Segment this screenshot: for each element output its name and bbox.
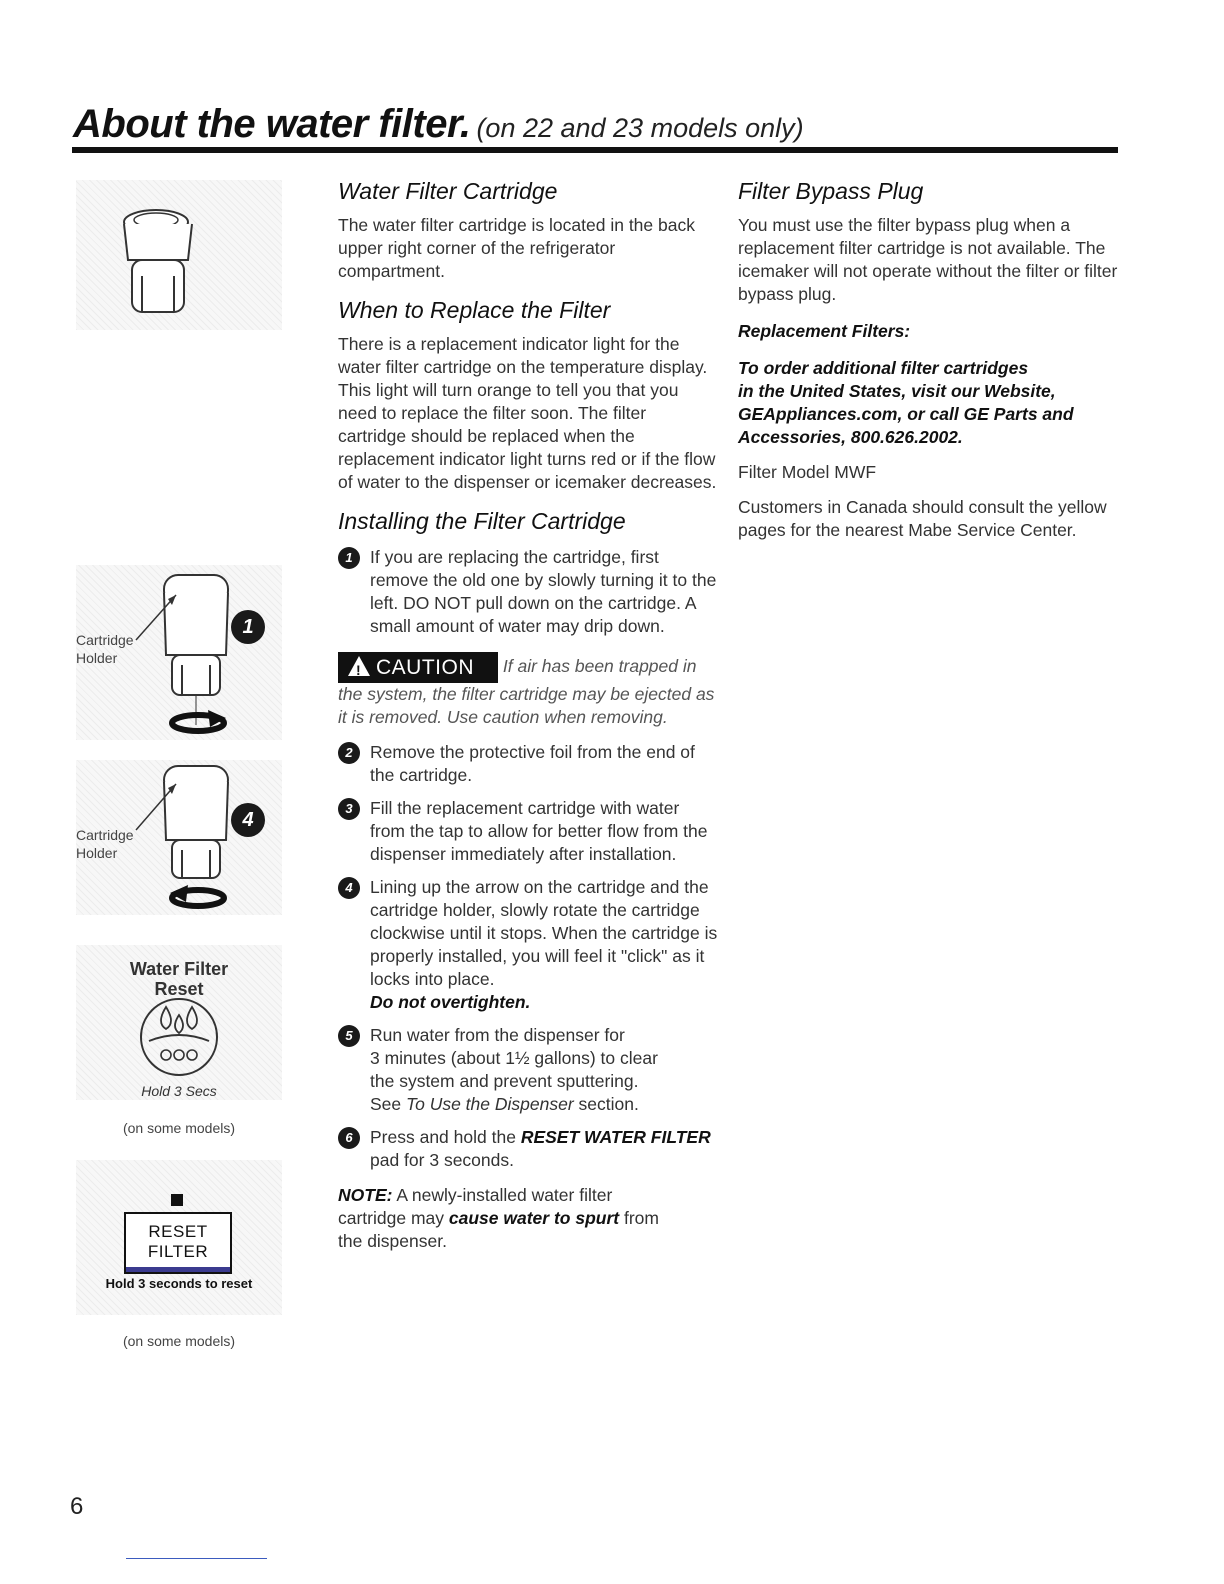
replacement-filters-label: Replacement Filters: xyxy=(738,321,911,341)
cartridge-illustration xyxy=(76,180,282,330)
section-heading: Water Filter Cartridge xyxy=(338,178,558,204)
page-number: 6 xyxy=(70,1493,84,1520)
step-number-badge: 1 xyxy=(231,610,265,644)
step-number-icon: 2 xyxy=(338,742,360,764)
step-number-icon: 3 xyxy=(338,798,360,820)
step-text-line3: the system and prevent sputtering. xyxy=(370,1071,639,1091)
install-step xyxy=(338,876,718,1014)
step4-illustration xyxy=(76,760,282,915)
install-note xyxy=(338,1184,678,1253)
see-reference: To Use the Dispenser xyxy=(406,1094,574,1114)
reset-filter-panel xyxy=(76,1160,282,1315)
hold-label: Hold 3 seconds to reset xyxy=(105,1276,253,1291)
note-emphasis: cause water to spurt xyxy=(448,1208,620,1228)
see-end: section. xyxy=(578,1094,639,1114)
panel-caption: (on some models) xyxy=(122,1333,236,1349)
order-line2: in the United States, visit our Website, xyxy=(738,381,1056,401)
caution-label: CAUTION xyxy=(376,656,474,679)
step-number-badge: 4 xyxy=(231,803,265,837)
bypass-body: You must use the filter bypass plug when a replacement filter cartridge is not available. The icemaker will not operate without the filter or filter bypass plug. xyxy=(738,215,1118,304)
label-line1: Cartridge xyxy=(76,632,134,648)
filter-cartridge-icon xyxy=(76,180,282,330)
step-text-post: pad for 3 seconds. xyxy=(370,1150,514,1170)
reset-filter-button[interactable] xyxy=(124,1212,232,1274)
note-text-pre: A newly-installed water filter cartridge may xyxy=(338,1185,613,1228)
section-heading: Filter Bypass Plug xyxy=(738,178,924,204)
order-info xyxy=(738,357,1118,449)
hold-label: Hold 3 Secs xyxy=(141,1083,217,1099)
step-text-line2: 3 minutes (about 1½ gallons) to clear xyxy=(370,1048,658,1068)
note-text-post: from the dispenser. xyxy=(338,1208,659,1251)
label-line1: Cartridge xyxy=(76,827,134,843)
step-text: If you are replacing the cartridge, first remove the old one by slowly turning it to the left. DO NOT pull down on the cartridge. A small amount of water may drip down. xyxy=(370,547,717,636)
section-heading: Installing the Filter Cartridge xyxy=(338,508,626,534)
install-step xyxy=(338,1126,718,1172)
step-text-pre: Press and hold the xyxy=(370,1127,516,1147)
order-line3: GEAppliances.com, or call GE Parts and xyxy=(738,404,1074,424)
title-main: About the water filter. xyxy=(73,102,471,146)
cartridge-body: The water filter cartridge is located in the back upper right corner of the refrigerator compartment. xyxy=(338,215,695,281)
step-text: Fill the replacement cartridge with water from the tap to allow for better flow from the dispenser immediately after installation. xyxy=(370,798,708,864)
step1-illustration xyxy=(76,565,282,740)
reset-title-line2: Reset xyxy=(154,979,204,999)
install-step xyxy=(338,741,718,787)
title-subtitle: (on 22 and 23 models only) xyxy=(476,113,804,143)
water-filter-reset-panel xyxy=(76,945,282,1100)
step-number-icon: 5 xyxy=(338,1025,360,1047)
note-label: NOTE: xyxy=(338,1185,393,1205)
footer-rule xyxy=(126,1558,267,1559)
caution-block xyxy=(338,652,718,729)
step-number-icon: 6 xyxy=(338,1127,360,1149)
page-title xyxy=(73,102,804,147)
install-step xyxy=(338,797,718,866)
panel-caption: (on some models) xyxy=(122,1120,236,1136)
warning-icon xyxy=(348,656,370,676)
reset-title-line1: Water Filter xyxy=(129,959,229,979)
caution-badge xyxy=(338,652,498,683)
step-text: Remove the protective foil from the end of the cartridge. xyxy=(370,742,695,785)
label-line2: Holder xyxy=(76,845,118,861)
title-rule xyxy=(72,147,1118,153)
order-line1: To order additional filter cartridges xyxy=(738,358,1029,378)
step-emphasis: Do not overtighten. xyxy=(370,992,531,1012)
cartridge-holder-label xyxy=(76,631,134,667)
right-column xyxy=(738,176,1118,542)
order-line4: Accessories, 800.626.2002. xyxy=(738,427,963,447)
install-step xyxy=(338,546,718,638)
cartridge-holder-label xyxy=(76,826,134,862)
water-drops-icon xyxy=(76,945,282,1100)
label-line2: Holder xyxy=(76,650,118,666)
step-text: Lining up the arrow on the cartridge and the cartridge holder, slowly rotate the cartridge clockwise until it stops. When the cartridge is properly installed, you will feel it "click" as it locks into place. xyxy=(370,877,718,989)
filter-label: FILTER xyxy=(147,1242,209,1261)
step-number-icon: 4 xyxy=(338,877,360,899)
install-step xyxy=(338,1024,718,1116)
filter-model: Filter Model MWF xyxy=(738,462,877,482)
pad-name: RESET WATER FILTER xyxy=(520,1127,711,1147)
reset-label: RESET xyxy=(148,1222,208,1241)
see-label: See xyxy=(370,1094,402,1114)
section-heading: When to Replace the Filter xyxy=(338,297,611,323)
step-text-line1: Run water from the dispenser for xyxy=(370,1025,625,1045)
caution-text: If air has been trapped in the system, the filter cartridge may be ejected as it is removed. Use caution when removing. xyxy=(338,656,715,727)
step-number-icon: 1 xyxy=(338,547,360,569)
canada-info: Customers in Canada should consult the yellow pages for the nearest Mabe Service Center. xyxy=(738,497,1107,540)
replace-body: There is a replacement indicator light for the water filter cartridge on the temperature display. This light will turn orange to tell you that you need to replace the filter soon. The filter cartridge should be replaced when the replacement indicator light turns red or if the flow of water to the dispenser or icemaker decreases. xyxy=(338,334,717,492)
indicator-light xyxy=(171,1194,183,1206)
middle-column xyxy=(338,176,718,1253)
